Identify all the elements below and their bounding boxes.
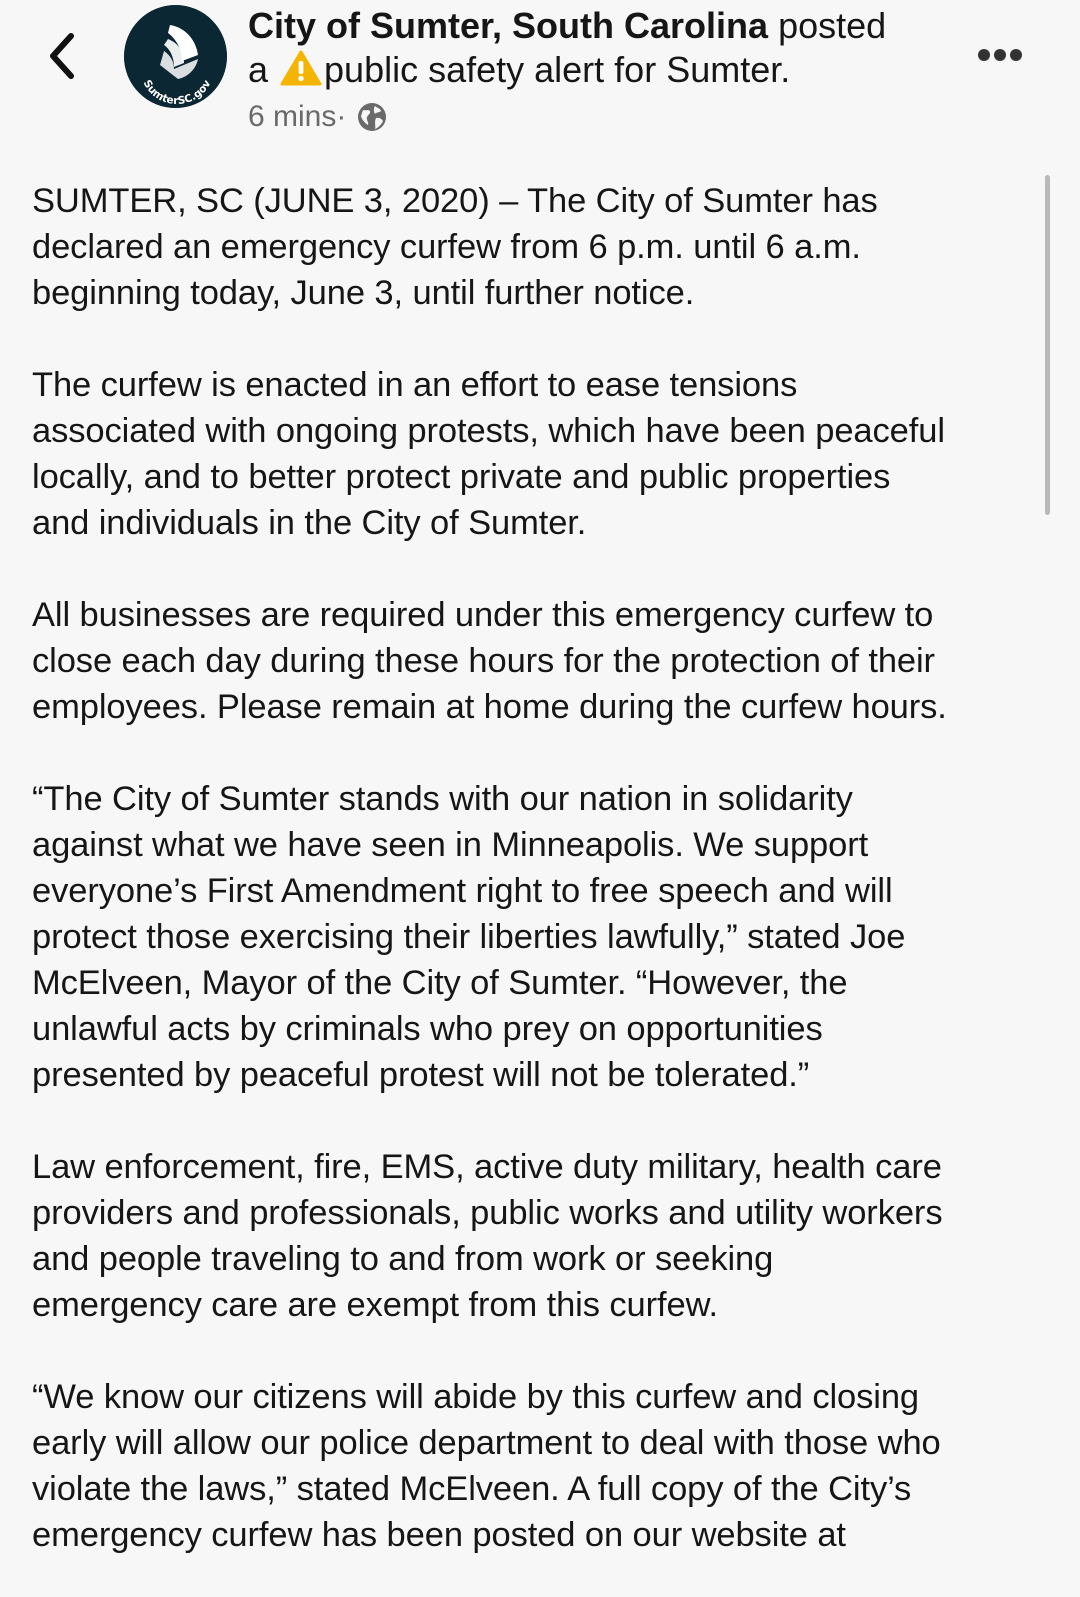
poster-name[interactable]: City of Sumter, South Carolina xyxy=(248,5,769,46)
alert-text[interactable]: public safety alert for Sumter. xyxy=(324,49,791,90)
alert-prefix: a xyxy=(248,49,279,90)
post-timestamp[interactable]: 6 mins xyxy=(248,100,337,133)
avatar-logo-text: SumterSC.gov xyxy=(140,77,214,108)
post-paragraph: Law enforcement, fire, EMS, active duty military, health care providers and professionals, public works and utility workers and people traveling to and from work or seeking emergency care are exempt from this curfew. xyxy=(32,1148,943,1324)
post-paragraph: “The City of Sumter stands with our nation in solidarity against what we have seen in Minneapolis. We support everyone’s First Amendment right to free speech and will protect those exercising their liberties lawfully,” stated Joe McElveen, Mayor of the City of Sumter. “However, the unlawful acts by criminals who prey on opportunities presented by peaceful protest will not be tolerated.” xyxy=(32,780,906,1094)
post-meta xyxy=(248,97,388,137)
post-header xyxy=(0,0,1080,160)
post-paragraph: The curfew is enacted in an effort to ease tensions associated with ongoing protests, which have been peaceful locally, and to better protect private and public properties and individuals in the City of Sumter. xyxy=(32,366,945,542)
scrollbar[interactable] xyxy=(1045,175,1050,515)
post-headline xyxy=(248,4,968,92)
more-options-button[interactable] xyxy=(974,38,1026,72)
globe-icon xyxy=(356,101,388,133)
post-paragraph: All businesses are required under this emergency curfew to close each day during these hours for the protection of their employees. Please remain at home during the curfew hours. xyxy=(32,596,947,726)
sumter-logo-icon xyxy=(124,5,227,108)
post-body xyxy=(32,178,1042,1597)
more-dots-icon xyxy=(977,48,1023,62)
meta-separator: · xyxy=(336,100,347,133)
warning-icon xyxy=(280,50,322,86)
post-paragraph: “We know our citizens will abide by this curfew and closing early will allow our police department to deal with those who violate the laws,” stated McElveen. A full copy of the City’s emergency curfew has been posted on our website at xyxy=(32,1378,941,1554)
back-button[interactable] xyxy=(40,28,84,84)
posted-text: posted xyxy=(768,5,887,46)
post-paragraph: SUMTER, SC (JUNE 3, 2020) – The City of Sumter has declared an emergency curfew from 6 p.m. until 6 a.m. beginning today, June 3, until further notice. xyxy=(32,182,878,312)
chevron-left-icon xyxy=(47,32,77,80)
avatar[interactable] xyxy=(124,5,227,108)
